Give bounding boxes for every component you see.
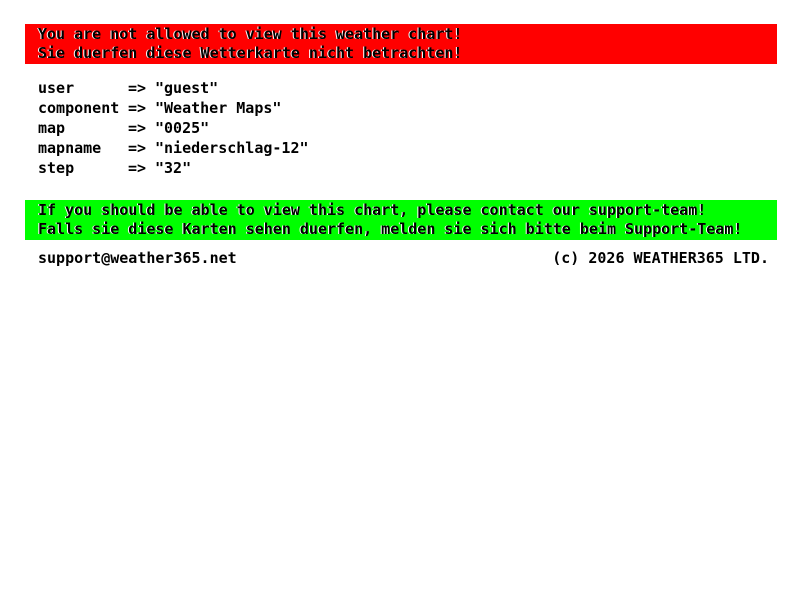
- param-value: "Weather Maps": [155, 99, 282, 117]
- param-key: step: [38, 159, 75, 177]
- param-arrow: =>: [128, 119, 147, 137]
- param-value: "32": [155, 159, 192, 177]
- param-row-mapname: [38, 138, 777, 158]
- param-key: mapname: [38, 139, 102, 157]
- support-info-line-de: Falls sie diese Karten sehen duerfen, melden sie sich bitte beim Support-Team!: [38, 220, 743, 238]
- param-arrow: =>: [128, 159, 147, 177]
- access-denied-line-en: You are not allowed to view this weather chart!: [38, 25, 463, 43]
- page-content: [25, 24, 777, 268]
- support-email: support@weather365.net: [38, 249, 237, 267]
- param-value: "guest": [155, 79, 219, 97]
- param-row-step: [38, 158, 777, 178]
- param-arrow: =>: [128, 79, 147, 97]
- access-denied-line-de: Sie duerfen diese Wetterkarte nicht betrachten!: [38, 44, 463, 62]
- access-denied-banner: [25, 24, 777, 64]
- request-params-block: [38, 78, 777, 178]
- param-key: component: [38, 99, 120, 117]
- param-key: map: [38, 119, 66, 137]
- param-row-component: [38, 98, 777, 118]
- param-arrow: =>: [128, 99, 147, 117]
- footer: [38, 248, 777, 268]
- support-info-line-en: If you should be able to view this chart, please contact our support-team!: [38, 201, 707, 219]
- param-row-map: [38, 118, 777, 138]
- param-arrow: =>: [128, 139, 147, 157]
- copyright-text: (c) 2026 WEATHER365 LTD.: [552, 249, 769, 267]
- param-row-user: [38, 78, 777, 98]
- param-value: "niederschlag-12": [155, 139, 309, 157]
- support-info-banner: [25, 200, 777, 240]
- param-key: user: [38, 79, 75, 97]
- param-value: "0025": [155, 119, 210, 137]
